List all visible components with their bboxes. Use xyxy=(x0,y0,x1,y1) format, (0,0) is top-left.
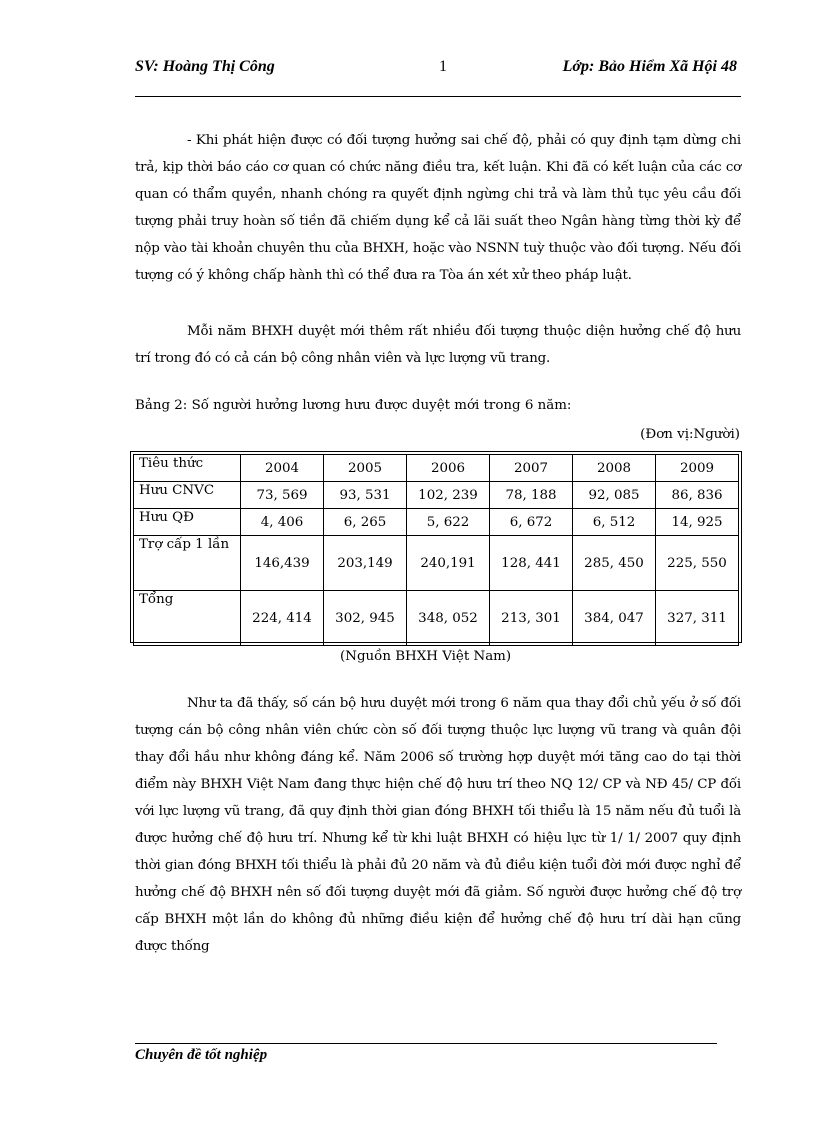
table-cell: 78, 188 xyxy=(490,482,573,509)
table-row xyxy=(134,536,739,591)
table-cell: 240,191 xyxy=(407,536,490,591)
table-cell: 327, 311 xyxy=(656,591,739,646)
table-cell: 203,149 xyxy=(324,536,407,591)
table-unit: (Đơn vị:Người) xyxy=(640,427,740,442)
table-cell: 225, 550 xyxy=(656,536,739,591)
table-row-label: Tổng xyxy=(134,591,241,646)
table-cell: 102, 239 xyxy=(407,482,490,509)
table-cell: 224, 414 xyxy=(241,591,324,646)
table-cell: 348, 052 xyxy=(407,591,490,646)
footer-divider xyxy=(135,1043,717,1044)
student-name: SV: Hoàng Thị Công xyxy=(135,58,275,75)
table-row xyxy=(134,482,739,509)
class-name: Lớp: Bảo Hiểm Xã Hội 48 xyxy=(562,58,737,75)
header-divider xyxy=(135,96,741,97)
table-cell: 4, 406 xyxy=(241,509,324,536)
data-table-frame xyxy=(130,451,742,643)
table-row-label: Hưu CNVC xyxy=(134,482,241,509)
table-cell: 128, 441 xyxy=(490,536,573,591)
table-row-label: Hưu QĐ xyxy=(134,509,241,536)
paragraph-2 xyxy=(135,318,741,372)
table-header-cell: 2009 xyxy=(656,455,739,482)
table-cell: 384, 047 xyxy=(573,591,656,646)
paragraph-3-text: Như ta đã thấy, số cán bộ hưu duyệt mới trong 6 năm qua thay đổi chủ yếu ở số đối tượng cán bộ công nhân viên chức còn số đối tượng thuộc lực lượng vũ trang và quân đội thay đổi hầu như không đáng kể. Năm 2006 số trường hợp duyệt mới tăng cao do tại thời điểm này BHXH Việt Nam đang thực hiện chế độ hưu trí theo NQ 12/ CP và NĐ 45/ CP đối với lực lượng vũ trang, đã quy định thời gian đóng BHXH tối thiểu là 15 năm nếu đủ tuổi là được hưởng chế độ hưu trí. Nhưng kể từ khi luật BHXH có hiệu lực từ 1/ 1/ 2007 quy định thời gian đóng BHXH tối thiểu là phải đủ 20 năm và đủ điều kiện tuổi đời mới được nghỉ để hưởng chế độ BHXH nên số đối tượng duyệt mới đã giảm. Số người được hưởng chế độ trợ cấp BHXH một lần do không đủ những điều kiện để hưởng chế độ hưu trí dài hạn cũng được thống xyxy=(135,696,741,954)
table-cell: 213, 301 xyxy=(490,591,573,646)
table-cell: 92, 085 xyxy=(573,482,656,509)
page-footer: Chuyên đề tốt nghiệp xyxy=(135,1047,268,1063)
table-cell: 73, 569 xyxy=(241,482,324,509)
table-cell: 14, 925 xyxy=(656,509,739,536)
table-header-cell: 2006 xyxy=(407,455,490,482)
paragraph-2-text: Mỗi năm BHXH duyệt mới thêm rất nhiều đối tượng thuộc diện hưởng chế độ hưu trí trong đó có cả cán bộ công nhân viên và lực lượng vũ trang. xyxy=(135,324,741,366)
paragraph-1 xyxy=(135,127,741,289)
page-number: 1 xyxy=(439,58,447,75)
table-header-cell: 2005 xyxy=(324,455,407,482)
table-row-label: Trợ cấp 1 lần xyxy=(134,536,241,591)
table-header-cell: 2004 xyxy=(241,455,324,482)
table-header-cell: 2007 xyxy=(490,455,573,482)
table-cell: 6, 672 xyxy=(490,509,573,536)
table-cell: 93, 531 xyxy=(324,482,407,509)
table-source: (Nguồn BHXH Việt Nam) xyxy=(340,649,512,664)
table-header-row xyxy=(134,455,739,482)
table-cell: 5, 622 xyxy=(407,509,490,536)
table-cell: 86, 836 xyxy=(656,482,739,509)
table-cell: 6, 512 xyxy=(573,509,656,536)
table-row xyxy=(134,509,739,536)
table-header-cell: 2008 xyxy=(573,455,656,482)
page-header xyxy=(135,58,741,80)
paragraph-3 xyxy=(135,690,741,960)
table-cell: 302, 945 xyxy=(324,591,407,646)
table-cell: 146,439 xyxy=(241,536,324,591)
table-header-cell: Tiêu thức xyxy=(134,455,241,482)
data-table xyxy=(133,454,739,646)
table-cell: 285, 450 xyxy=(573,536,656,591)
table-row xyxy=(134,591,739,646)
table-caption: Bảng 2: Số người hưởng lương hưu được duyệt mới trong 6 năm: xyxy=(135,398,572,413)
table-cell: 6, 265 xyxy=(324,509,407,536)
paragraph-1-text: - Khi phát hiện được có đối tượng hưởng sai chế độ, phải có quy định tạm dừng chi trả, kịp thời báo cáo cơ quan có chức năng điều tra, kết luận. Khi đã có kết luận của các cơ quan có thẩm quyền, nhanh chóng ra quyết định ngừng chi trả và làm thủ tục yêu cầu đối tượng phải truy hoàn số tiền đã chiếm dụng kể cả lãi suất theo Ngân hàng từng thời kỳ để nộp vào tài khoản chuyên thu của BHXH, hoặc vào NSNN tuỳ thuộc vào đối tượng. Nếu đối tượng có ý không chấp hành thì có thể đưa ra Tòa án xét xử theo pháp luật. xyxy=(135,133,741,283)
